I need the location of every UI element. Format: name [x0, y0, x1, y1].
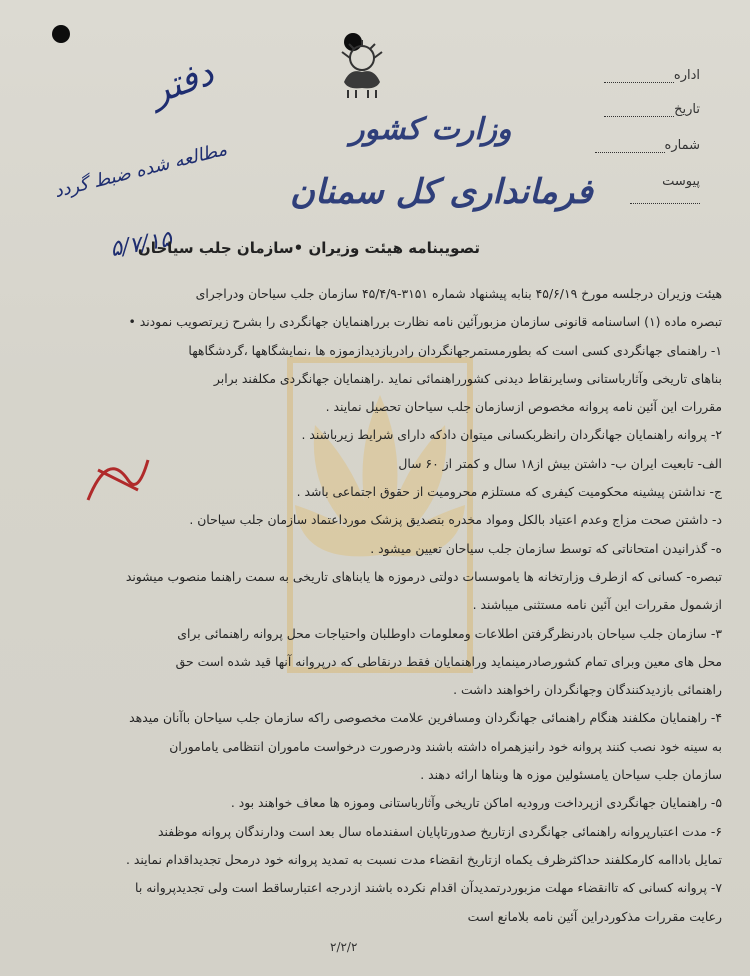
- ministry-title: وزارت کشور: [350, 112, 512, 147]
- body-line: هیئت وزیران درجلسه مورخ ۴۵/۶/۱۹ بنابه پیشنهاد شماره ۳۱۵۱-۴۵/۴/۹ سازمان جلب سیاحان ودراجرای: [195, 286, 722, 301]
- lion-and-sun-emblem-icon: [336, 38, 388, 100]
- body-line: ۴- راهنمایان مکلفند هنگام راهنمائی جهانگردان ومسافرین علامت مخصوصی راکه سازمان جلب سیاحان باآنان میدهد: [129, 710, 722, 726]
- body-line: سازمان جلب سیاحان یامسئولین موزه ها وبناها ارائه دهند .: [420, 767, 722, 783]
- body-line: الف- تابعیت ایران ب- داشتن بیش از۱۸ سال و کمتر از ۶۰ سال: [398, 455, 722, 471]
- body-line: ۶- مدت اعتبارپروانه راهنمائی جهانگردی ازتاریخ صدورتاپایان اسفندماه سال بعد است ودارندگان پروانه موظفند: [158, 823, 722, 839]
- page-footer-mark: ۲/۲/۲: [330, 940, 358, 954]
- field-office: اداره: [590, 68, 700, 83]
- body-line: به سینه خود نصب کنند پروانه خود رانیزهمراه داشته باشند ودرصورت درخواست ماموران انتظامی یاماموران: [169, 738, 722, 754]
- body-line: ج- نداشتن پیشینه محکومیت کیفری که مستلزم محرومیت از حقوق اجتماعی باشد .: [296, 484, 722, 500]
- field-number: شماره: [590, 138, 700, 153]
- punch-hole-left: [52, 25, 70, 43]
- document-body: [28, 280, 722, 931]
- handwritten-note-main: مطالعه شده ضبط گردد: [52, 138, 230, 203]
- governorate-title: فرمانداری کل سمنان: [290, 172, 593, 212]
- body-line: ۲- پروانه راهنمایان جهانگردان رانظربکسانی میتوان دادکه دارای شرایط زیرباشند .: [301, 427, 722, 443]
- body-line: ازشمول مقررات این آئین نامه مستثنی میباشند .: [472, 597, 722, 613]
- body-line: رعایت مقررات مذکوردراین آئین نامه بلامانع است: [467, 908, 722, 924]
- body-line: تبصره ماده (۱) اساسنامه قانونی سازمان مزبورآئین نامه نظارت برراهنمایان جهانگردی را بشرح زیرتصویب نمودند •: [128, 314, 722, 330]
- body-line: ۳- سازمان جلب سیاحان بادرنظرگرفتن اطلاعات ومعلومات داوطلبان واحتیاجات محل پروانه راهنمائی برای: [177, 625, 722, 641]
- body-line: د- داشتن صحت مزاج وعدم اعتیاد بالکل ومواد مخدره بتصدیق پزشک مورداعتماد سازمان جلب سیاحان .: [189, 512, 722, 528]
- body-line: مقررات این آئین نامه پروانه مخصوص ازسازمان جلب سیاحان تحصیل نمایند .: [325, 399, 722, 415]
- handwritten-date: ۵/۷/۱۵: [108, 226, 174, 263]
- body-line: ه- گذرانیدن امتحاناتی که توسط سازمان جلب سیاحان تعیین میشود .: [370, 540, 722, 556]
- field-attachment: پیوست: [590, 174, 700, 204]
- body-line: ۱- راهنمای جهانگردی کسی است که بطورمستمرجهانگردان رادربازدیدازموزه ها ،نمایشگاهها ،گردشگاهها: [188, 342, 722, 358]
- field-date: تاریخ: [590, 102, 700, 117]
- body-line: بناهای تاریخی وآثارباستانی وسایرنقاط دیدنی کشورراهنمائی نماید .راهنمایان جهانگردی مکلفند برابر: [213, 370, 722, 386]
- body-line: ۵- راهنمایان جهانگردی ازپرداخت ورودیه اماکن تاریخی وآثارباستانی وموزه ها معاف خواهند بود .: [230, 795, 722, 811]
- body-line: تبصره- کسانی که ازطرف وزارتخانه ها یاموسسات دولتی درموزه ها یابناهای تاریخی به سمت راهنما منصوب میشوند: [125, 568, 722, 584]
- body-line: محل های معین وبرای تمام کشورصادرمینماید وراهنمایان فقط درنقاطی که درپروانه آنها قید شده است حق: [175, 653, 722, 669]
- body-line: راهنمائی بازدیدکنندگان وجهانگردان راخواهند داشت .: [453, 682, 722, 698]
- body-line: تمایل باداامه کارمکلفند حداکثرظرف یکماه ازتاریخ انقضاء مدت نسبت به تمدید پروانه خود درمحل تجدیداقدام نمایند .: [125, 851, 722, 867]
- handwritten-note-top: دفتر: [144, 52, 220, 113]
- body-line: ۷- پروانه کسانی که تاانقضاء مهلت مزبوردرتمدیدآن اقدام نکرده باشند ازدرجه اعتبارساقط است ولی تجدیدپروانه با: [135, 880, 722, 896]
- document-subject: تصویبنامه هیئت وزیران •سازمان جلب سیاحان: [137, 239, 480, 257]
